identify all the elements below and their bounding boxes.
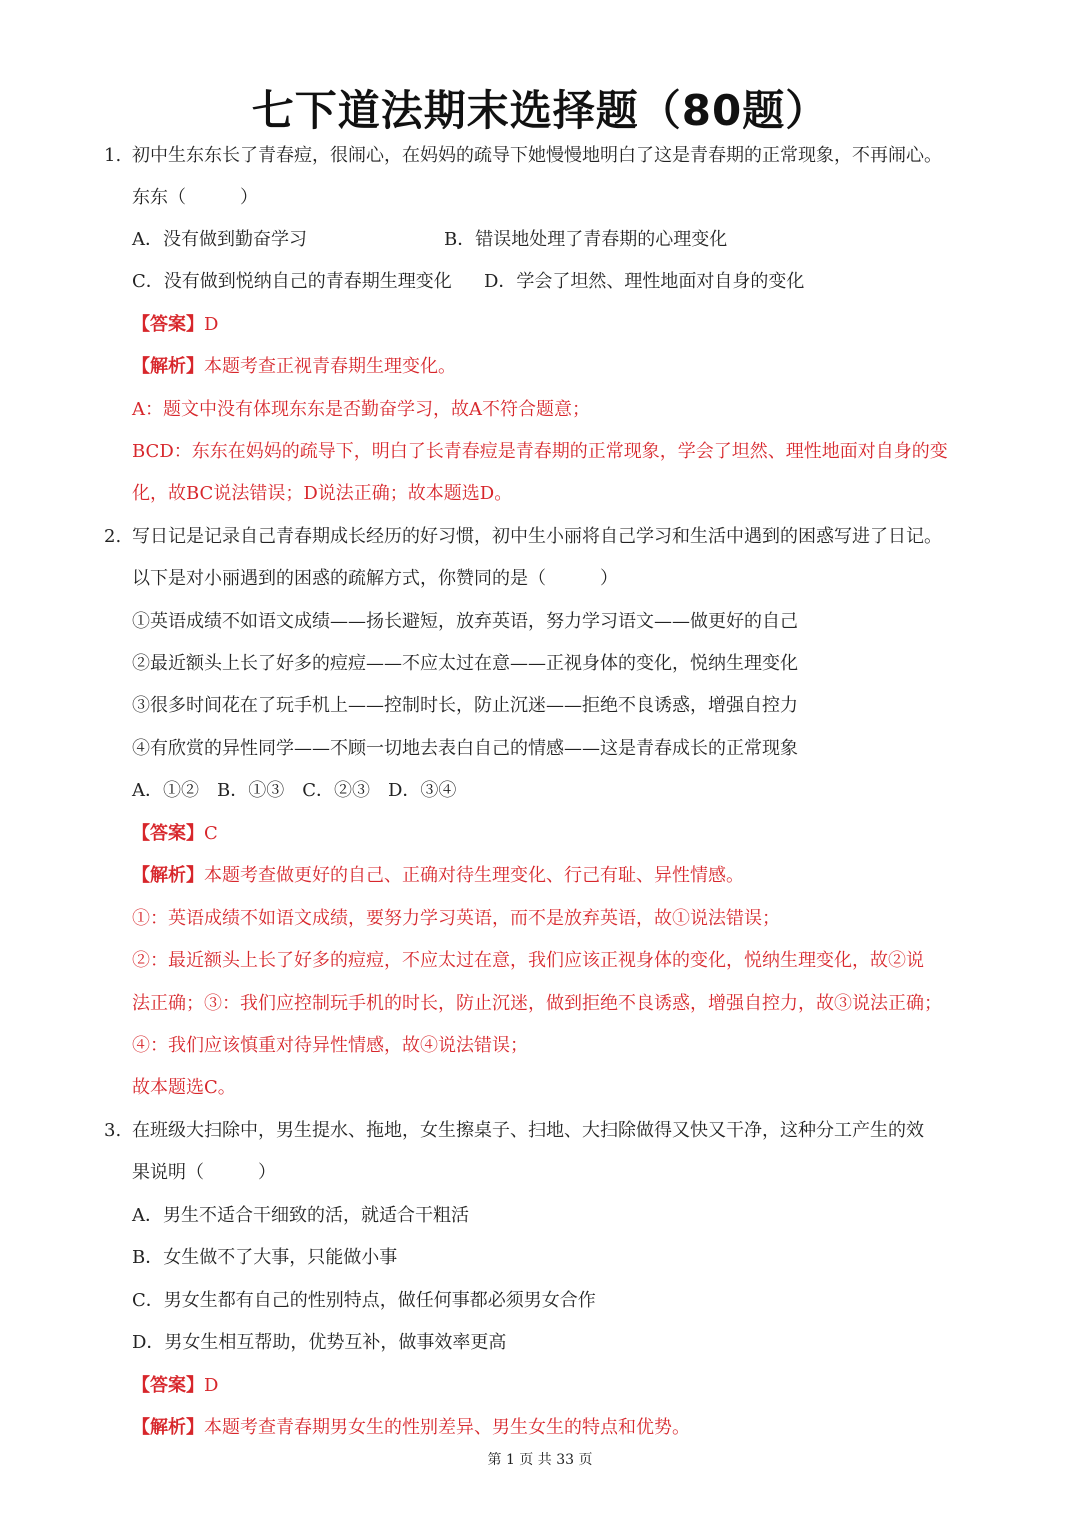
question-3-option-c: C．男女生都有自己的性别特点，做任何事都必须男女合作: [132, 1290, 596, 1311]
answer-value: C: [204, 823, 218, 844]
analysis-tag: 【解析】: [132, 356, 204, 377]
question-2-explain-3: 法正确；③：我们应控制玩手机的时长，防止沉迷，做到拒绝不良诱惑，增强自控力，故③说法正确；: [132, 993, 942, 1014]
question-3-option-a: A．男生不适合干细致的活，就适合干粗活: [132, 1205, 469, 1226]
analysis-text: 本题考查青春期男女生的性别差异、男生女生的特点和优势。: [204, 1417, 690, 1438]
question-2-analysis: [132, 864, 744, 888]
question-3-option-d: D．男女生相互帮助，优势互补，做事效率更高: [132, 1332, 507, 1353]
analysis-tag: 【解析】: [132, 865, 204, 886]
answer-tag: 【答案】: [132, 823, 204, 844]
question-2-options: A．①② B．①③ C．②③ D．③④: [132, 780, 457, 801]
answer-tag: 【答案】: [132, 1375, 204, 1396]
question-2-explain-4: ④：我们应该慎重对待异性情感，故④说法错误；: [132, 1035, 528, 1056]
question-2-item-4: ④有欣赏的异性同学——不顾一切地去表白自己的情感——这是青春成长的正常现象: [132, 738, 798, 759]
page-title: 七下道法期末选择题（80题）: [251, 86, 829, 135]
answer-value: D: [204, 1375, 219, 1396]
question-2-stem-line-2: 以下是对小丽遇到的困惑的疏解方式，你赞同的是（ ）: [132, 568, 618, 589]
question-2-explain-5: 故本题选C。: [132, 1077, 236, 1098]
question-3-answer: [132, 1374, 218, 1398]
question-2-number: 2.: [104, 526, 122, 547]
question-1-option-c: C．没有做到悦纳自己的青春期生理变化: [132, 271, 452, 292]
question-3-stem-line-1: 在班级大扫除中，男生提水、拖地，女生擦桌子、扫地、大扫除做得又快又干净，这种分工产生的效: [132, 1120, 924, 1141]
question-1-number: 1.: [104, 145, 122, 166]
question-3-number: 3.: [104, 1120, 122, 1141]
question-3-option-b: B．女生做不了大事，只能做小事: [132, 1247, 398, 1268]
question-1-analysis: [132, 355, 456, 379]
question-2-explain-1: ①：英语成绩不如语文成绩，要努力学习英语，而不是放弃英语，故①说法错误；: [132, 908, 780, 929]
analysis-text: 本题考查做更好的自己、正确对待生理变化、行己有耻、异性情感。: [204, 865, 744, 886]
answer-value: D: [204, 314, 219, 335]
question-1-explain-3: 化，故BC说法错误；D说法正确；故本题选D。: [132, 483, 513, 504]
question-2-answer: [132, 822, 218, 846]
question-1-option-d: D．学会了坦然、理性地面对自身的变化: [484, 271, 805, 292]
question-3-analysis: [132, 1416, 690, 1440]
question-1-stem-line-2: 东东（ ）: [132, 187, 258, 208]
question-1-answer: [132, 313, 218, 337]
question-1-stem-line-1: 初中生东东长了青春痘，很闹心，在妈妈的疏导下她慢慢地明白了这是青春期的正常现象，不再闹心。: [132, 145, 942, 166]
answer-tag: 【答案】: [132, 314, 204, 335]
analysis-text: 本题考查正视青春期生理变化。: [204, 356, 456, 377]
question-3-stem-line-2: 果说明（ ）: [132, 1162, 276, 1183]
analysis-tag: 【解析】: [132, 1417, 204, 1438]
question-1-option-b: B．错误地处理了青春期的心理变化: [444, 229, 728, 250]
question-1-explain-1: A：题文中没有体现东东是否勤奋学习，故A不符合题意；: [132, 399, 590, 420]
question-2-item-1: ①英语成绩不如语文成绩——扬长避短，放弃英语，努力学习语文——做更好的自己: [132, 611, 798, 632]
question-2-item-3: ③很多时间花在了玩手机上——控制时长，防止沉迷——拒绝不良诱惑，增强自控力: [132, 695, 798, 716]
question-1-explain-2: BCD：东东在妈妈的疏导下，明白了长青春痘是青春期的正常现象，学会了坦然、理性地面对自身的变: [132, 441, 948, 462]
question-1-option-a: A．没有做到勤奋学习: [132, 229, 307, 250]
question-2-stem-line-1: 写日记是记录自己青春期成长经历的好习惯，初中生小丽将自己学习和生活中遇到的困惑写进了日记。: [132, 526, 942, 547]
question-2-item-2: ②最近额头上长了好多的痘痘——不应太过在意——正视身体的变化，悦纳生理变化: [132, 653, 798, 674]
question-2-explain-2: ②：最近额头上长了好多的痘痘，不应太过在意，我们应该正视身体的变化，悦纳生理变化，故②说: [132, 950, 924, 971]
page-footer: 第 1 页 共 33 页: [487, 1452, 593, 1468]
